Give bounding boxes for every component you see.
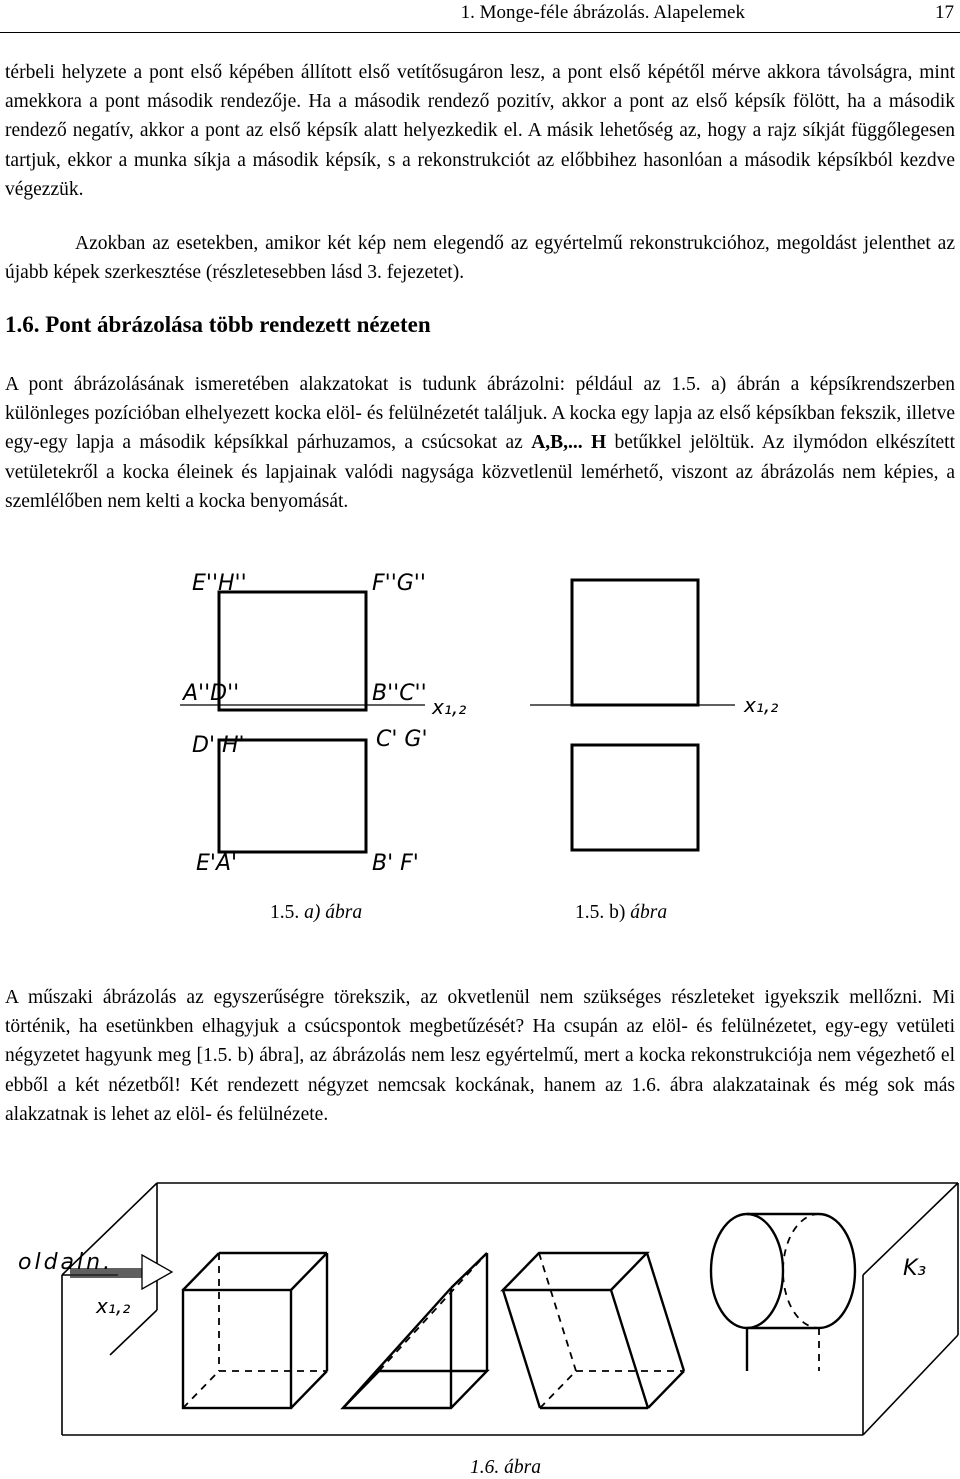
caption-1-6: 1.6. ábra	[470, 1457, 541, 1478]
caption-label: ábra	[630, 902, 668, 923]
paragraph-1: térbeli helyzete a pont első képében állított első vetítősugáron lesz, a pont első képétől mérve akkora távolságra, mint amekkora a pont második rendezője. Ha a második rendező pozitív, akkor a pont az első képsík fölött, ha a második rendező negatív, akkor a pont az első képsík alatt helyezkedik el. A másik lehetőség az, hogy a rajz síkját függőlegesen tartjuk, ekkor a munka síkja a második képsík, s a rekonstrukciót az előbbihez hasonlóan a második képsíkból kezdve végezzük.	[5, 62, 955, 200]
label-AD-front: A''D''	[183, 681, 240, 706]
figure-1-6	[0, 1175, 960, 1445]
side-view-label: oldaln.	[18, 1250, 114, 1275]
label-BC-front: B''C''	[372, 681, 427, 706]
shape-slanted-prism	[503, 1253, 684, 1408]
caption-number: 1.5. b)	[575, 902, 631, 923]
label-EA-top: E'A'	[196, 851, 238, 876]
paragraph-4: A műszaki ábrázolás az egyszerűségre törekszik, az okvetlenül nem szükséges részleteket igyekszik mellőzni. Mi történik, ha esetünkben elhagyjuk a csúcspontok megbetűzését? Ha csupán az elöl- és felülnézetet, egy-egy vetületi négyzetet hagyunk meg [1.5. b) ábra], az ábrázolás nem lesz egyértelmű, mert a kocka rekonstrukciója nem végezhető el ebből a két nézetből! Két rendezett négyzet nemcsak kockának, hanem az 1.6. ábra alakzatainak és még sok más alakzatnak is lehet az elöl- és felülnézete.	[5, 987, 955, 1125]
paragraph-2: Azokban az esetekben, amikor két kép nem elegendő az egyértelmű rekonstrukcióhoz, megoldást jelenthet az újabb képek szerkesztése (részletesebben lásd 3. fejezetet).	[5, 233, 955, 284]
vertex-letters: A,B,... H	[531, 432, 607, 454]
axis-label: x₁,₂	[432, 695, 467, 719]
paragraph-3-text-b: betűkkel jelöltük. Az ilymódon elkészített vetületekről a kocka éleinek és lapjainak valódi nagysága közvetlenül lemérhető, viszont az ábrázolás nem képies, a szemlélőben nem kelti a kocka benyomását.	[5, 432, 955, 512]
caption-number: 1.5.	[270, 902, 305, 923]
shape-cube	[183, 1253, 327, 1408]
figure-1-5-b	[500, 560, 960, 890]
page-number: 17	[935, 2, 954, 23]
caption-label: a) ábra	[304, 902, 363, 923]
header-divider	[0, 32, 960, 33]
page-header	[0, 0, 960, 30]
shape-cylinder	[711, 1214, 855, 1371]
axis-label: x₁,₂	[744, 693, 779, 717]
top-view-square	[572, 745, 698, 850]
figure-1-5-a	[0, 560, 500, 890]
label-DH-top: D' H'	[192, 733, 245, 758]
caption-1-5-a	[270, 902, 362, 924]
front-view-square	[572, 580, 698, 705]
plane-label: K₃	[903, 1256, 927, 1281]
running-title: 1. Monge-féle ábrázolás. Alapelemek	[460, 2, 745, 23]
paragraph-3	[5, 370, 955, 516]
label-EH-front: E''H''	[192, 571, 247, 596]
label-FG-front: F''G''	[372, 571, 426, 596]
axis-label: x₁,₂	[96, 1294, 131, 1318]
label-BF-top: B' F'	[372, 851, 419, 876]
caption-1-5-b	[575, 902, 667, 924]
label-CG-top: C' G'	[376, 727, 428, 752]
front-view-square	[219, 592, 366, 710]
shape-wedge	[343, 1253, 487, 1408]
section-heading: 1.6. Pont ábrázolása több rendezett nézeten	[5, 312, 431, 337]
paragraph-3-text-a: A pont ábrázolásának ismeretében alakzatokat is tudunk ábrázolni: például az 1.5. a) ábrán a képsíkrendszerben különleges pozícióban elhelyezett kocka elöl- és felülnézetét találjuk. A kocka egy lapja az első képsíkban fekszik, illetve egy-egy lapja a második képsíkkal párhuzamos, a csúcsokat az	[5, 374, 955, 454]
